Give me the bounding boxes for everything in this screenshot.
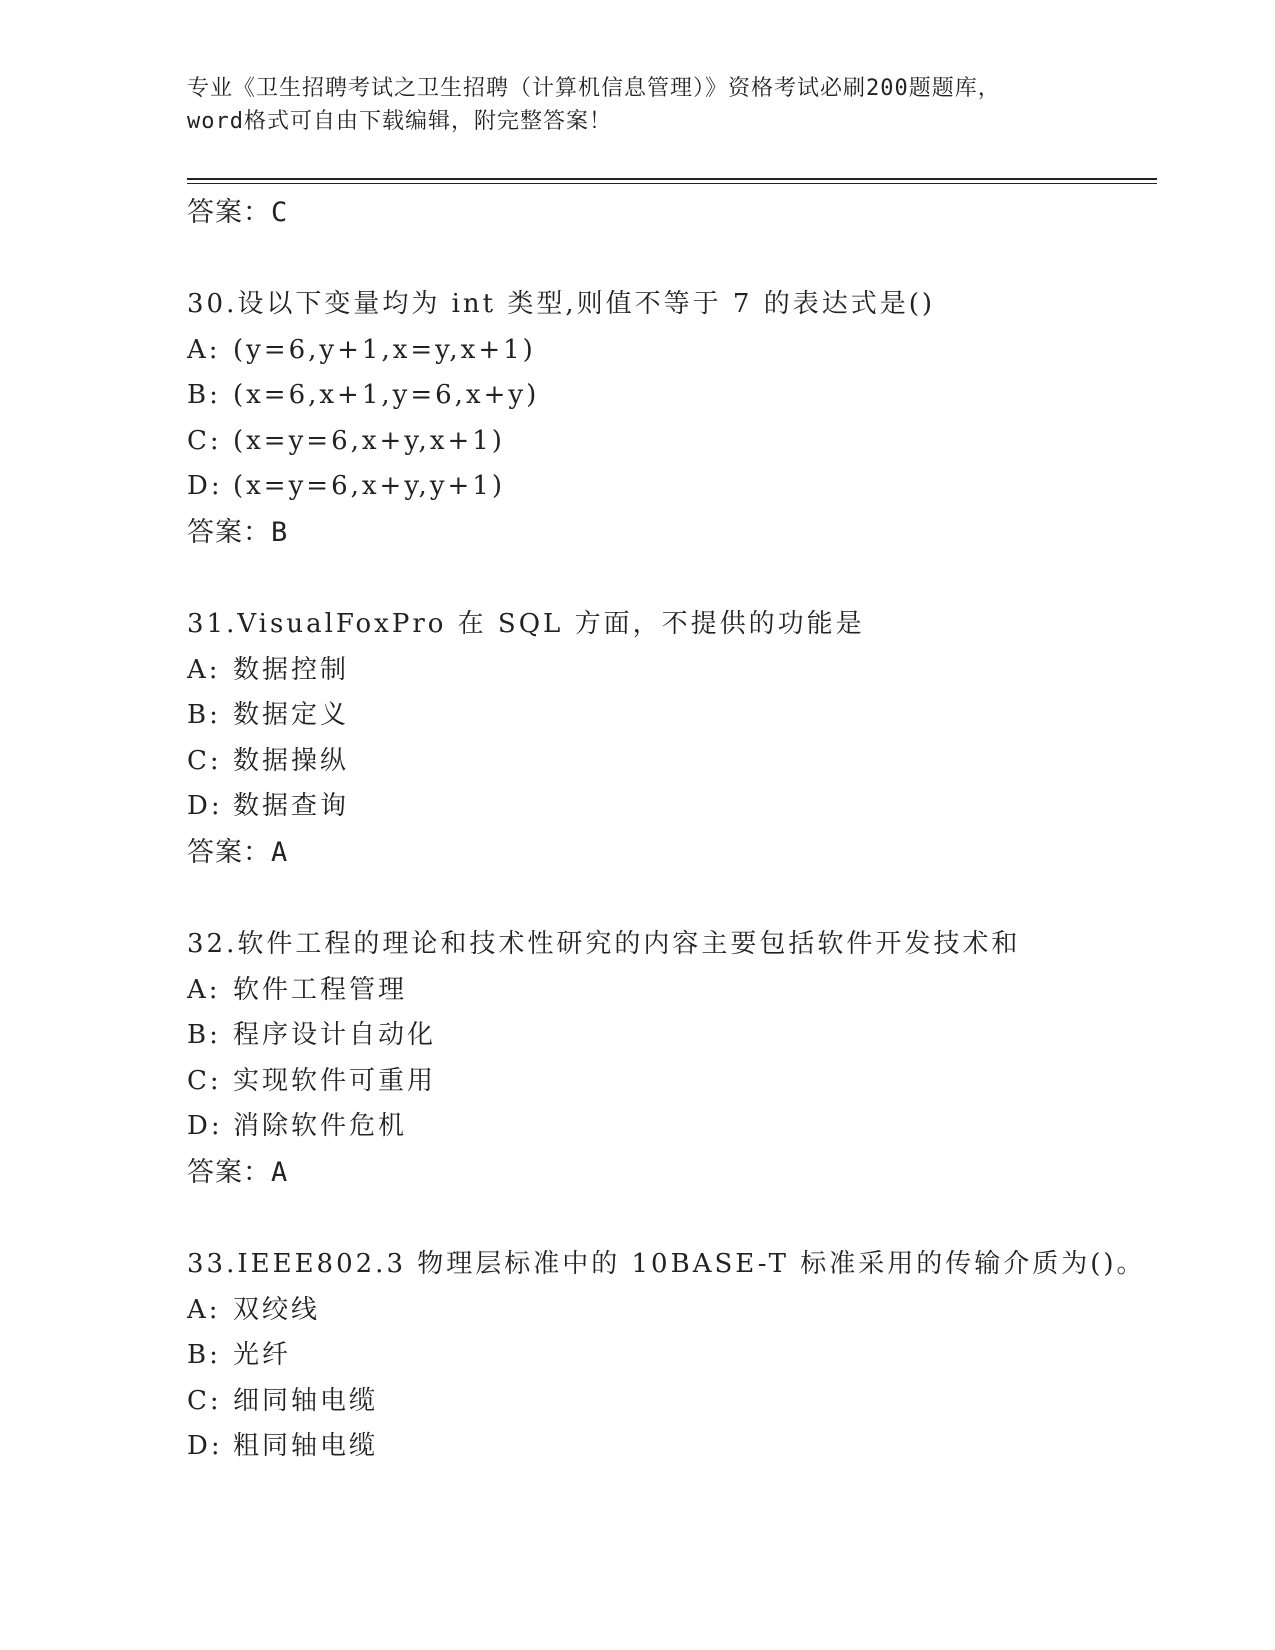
option-letter: B: — [187, 700, 221, 731]
option-letter: A: — [187, 334, 221, 365]
option-text: 双绞线 — [233, 1294, 321, 1325]
option-text: 数据控制 — [233, 654, 350, 685]
option-c — [187, 739, 1167, 785]
option-a — [187, 648, 1167, 694]
option-c — [187, 419, 1167, 465]
option-letter: C: — [187, 425, 222, 456]
option-text: 粗同轴电缆 — [233, 1431, 379, 1462]
question-item — [187, 282, 1167, 556]
document-header — [187, 72, 1087, 138]
option-letter: B: — [187, 380, 221, 411]
option-d — [187, 1424, 1167, 1470]
option-d — [187, 1104, 1167, 1150]
option-d — [187, 464, 1167, 510]
option-letter: D: — [187, 471, 223, 502]
question-list — [187, 190, 1167, 1470]
option-text: (x=y=6,x+y,y+1) — [233, 471, 505, 502]
option-letter: C: — [187, 1065, 222, 1096]
option-letter: D: — [187, 791, 223, 822]
answer-line: 答案：A — [187, 836, 289, 868]
option-b — [187, 1013, 1167, 1059]
option-text: 程序设计自动化 — [233, 1020, 437, 1051]
question-text: 32.软件工程的理论和技术性研究的内容主要包括软件开发技术和 — [187, 928, 1021, 959]
question-item — [187, 922, 1167, 1196]
option-letter: B: — [187, 1340, 221, 1371]
header-line-1: 专业《卫生招聘考试之卫生招聘（计算机信息管理）》资格考试必刷200题题库， — [187, 76, 1001, 101]
question-item — [187, 1242, 1167, 1470]
option-text: 细同轴电缆 — [233, 1385, 379, 1416]
option-text: (x=6,x+1,y=6,x+y) — [233, 380, 540, 411]
option-text: 数据操纵 — [233, 745, 350, 776]
question-text: 30.设以下变量均为 int 类型,则值不等于 7 的表达式是() — [187, 289, 936, 319]
option-letter: C: — [187, 745, 222, 776]
option-text: (x=y=6,x+y,x+1) — [233, 425, 505, 456]
option-text: 数据定义 — [233, 700, 350, 731]
option-c — [187, 1059, 1167, 1105]
answer-line: 答案：A — [187, 1156, 289, 1188]
option-a — [187, 968, 1167, 1014]
option-text: 软件工程管理 — [233, 974, 408, 1005]
option-letter: A: — [187, 974, 221, 1005]
question-text: 33.IEEE802.3 物理层标准中的 10BASE-T 标准采用的传输介质为()。 — [187, 1248, 1146, 1279]
header-divider — [187, 178, 1157, 180]
option-letter: A: — [187, 1294, 221, 1325]
option-letter: D: — [187, 1431, 223, 1462]
option-text: (y=6,y+1,x=y,x+1) — [233, 334, 536, 365]
option-text: 光纤 — [233, 1340, 292, 1371]
option-d — [187, 784, 1167, 830]
header-line-2: word格式可自由下载编辑，附完整答案！ — [187, 109, 612, 134]
option-a — [187, 328, 1167, 374]
option-b — [187, 373, 1167, 419]
option-b — [187, 693, 1167, 739]
option-text: 消除软件危机 — [233, 1111, 408, 1142]
answer-line: 答案：B — [187, 516, 289, 548]
question-text: 31.VisualFoxPro 在 SQL 方面，不提供的功能是 — [187, 608, 865, 639]
option-text: 实现软件可重用 — [233, 1065, 437, 1096]
option-a — [187, 1288, 1167, 1334]
option-text: 数据查询 — [233, 791, 350, 822]
question-item — [187, 602, 1167, 876]
answer-line: 答案：C — [187, 197, 289, 228]
option-letter: A: — [187, 654, 221, 685]
option-b — [187, 1333, 1167, 1379]
header-divider-thin — [187, 183, 1157, 184]
option-letter: C: — [187, 1385, 222, 1416]
option-letter: B: — [187, 1020, 221, 1051]
option-letter: D: — [187, 1111, 223, 1142]
option-c — [187, 1379, 1167, 1425]
